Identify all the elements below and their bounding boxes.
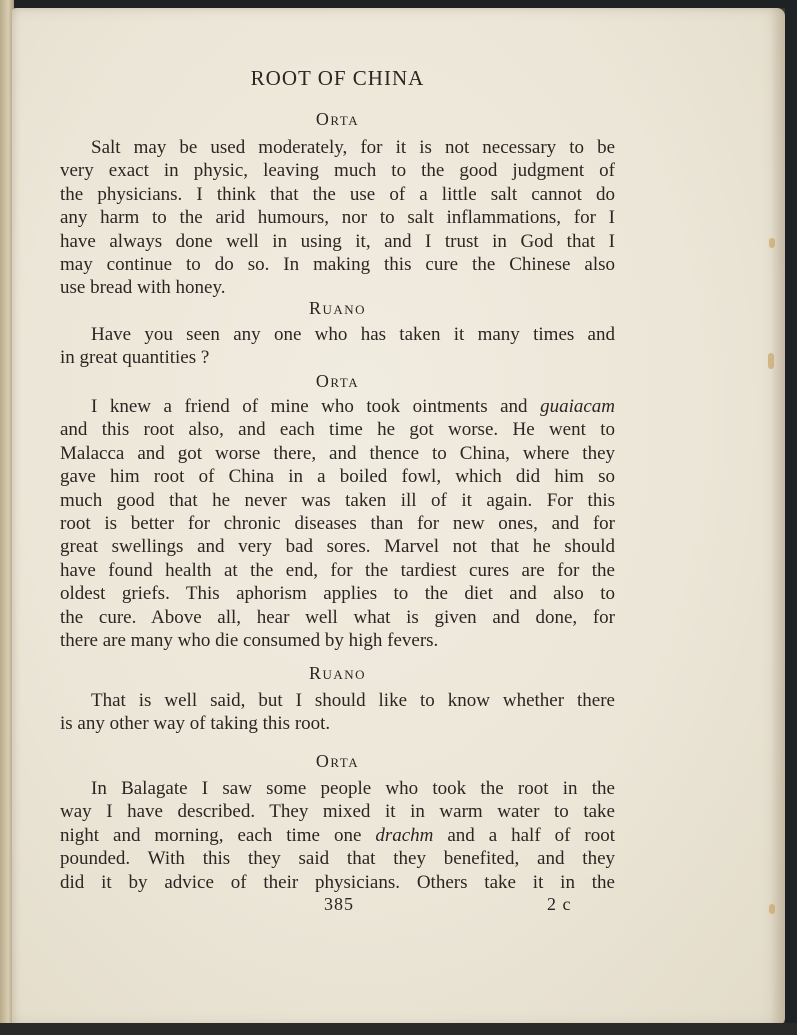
paper-stain <box>769 238 775 248</box>
text-line: the cure. Above all, hear well what is given and done, for <box>60 606 615 628</box>
text-line: pounded. With this they said that they benefited, and they <box>60 848 615 870</box>
speaker-heading: Orta <box>315 751 360 771</box>
text-run: night and morning, each time one <box>60 824 362 846</box>
text-line: use bread with honey. <box>60 277 226 299</box>
paragraph <box>60 323 615 370</box>
paragraph <box>60 136 615 300</box>
book-page <box>12 8 785 1026</box>
signature-mark: 2 c <box>547 894 572 914</box>
text-line: way I have described. They mixed it in warm water to take <box>60 801 615 823</box>
text-line: That is well said, but I should like to know whether there <box>91 690 615 711</box>
text-line: In Balagate I saw some people who took the root in the <box>91 778 615 799</box>
text-run: I knew a friend of mine who took ointments and <box>91 396 528 417</box>
text-line: much good that he never was taken ill of it again. For this <box>60 489 615 511</box>
text-line: the physicians. I think that the use of a little salt cannot do <box>60 183 615 205</box>
text-line: very exact in physic, leaving much to the good judgment of <box>60 160 615 182</box>
text-line <box>60 395 615 418</box>
text-line <box>60 824 615 847</box>
text-line: is any other way of taking this root. <box>60 713 331 735</box>
page-edge-shadow <box>771 8 785 1026</box>
paragraph <box>60 395 615 652</box>
text-line: any harm to the arid humours, nor to salt inflammations, for I <box>60 207 615 229</box>
paragraph <box>60 777 615 894</box>
text-line: did it by advice of their physicians. Others take it in the <box>60 871 615 893</box>
speaker-heading: Orta <box>315 109 360 129</box>
text-line: have always done well in using it, and I trust in God that I <box>60 230 615 252</box>
text-line: Malacca and got worse there, and thence to China, where they <box>60 442 615 464</box>
text-line: Have you seen any one who has taken it many times and <box>91 324 615 345</box>
italic-term: guaiacam <box>540 396 615 417</box>
text-line: root is better for chronic diseases than for new ones, and for <box>60 513 615 535</box>
paragraph <box>60 689 615 736</box>
text-line: in great quantities ? <box>60 347 210 369</box>
text-run: and a half of root <box>447 824 615 846</box>
paper-stain <box>769 904 775 914</box>
paper-stain <box>768 353 774 369</box>
page-number: 385 <box>324 894 354 914</box>
speaker-heading: Ruano <box>308 298 367 318</box>
text-line: there are many who die consumed by high fevers. <box>60 630 439 652</box>
text-line: great swellings and very bad sores. Marvel not that he should <box>60 536 615 558</box>
speaker-heading: Orta <box>315 371 360 391</box>
running-title: ROOT OF CHINA <box>250 66 425 90</box>
speaker-heading: Ruano <box>308 663 367 683</box>
text-line: and this root also, and each time he got worse. He went to <box>60 419 615 441</box>
text-line: may continue to do so. In making this cure the Chinese also <box>60 254 615 276</box>
italic-term: drachm <box>375 824 434 846</box>
text-line: gave him root of China in a boiled fowl, which did him so <box>60 466 615 488</box>
text-line: have found health at the end, for the tardiest cures are for the <box>60 559 615 581</box>
text-line: Salt may be used moderately, for it is not necessary to be <box>91 137 615 158</box>
text-line: oldest griefs. This aphorism applies to the diet and also to <box>60 583 615 605</box>
scan-bottom-edge <box>0 1023 797 1035</box>
